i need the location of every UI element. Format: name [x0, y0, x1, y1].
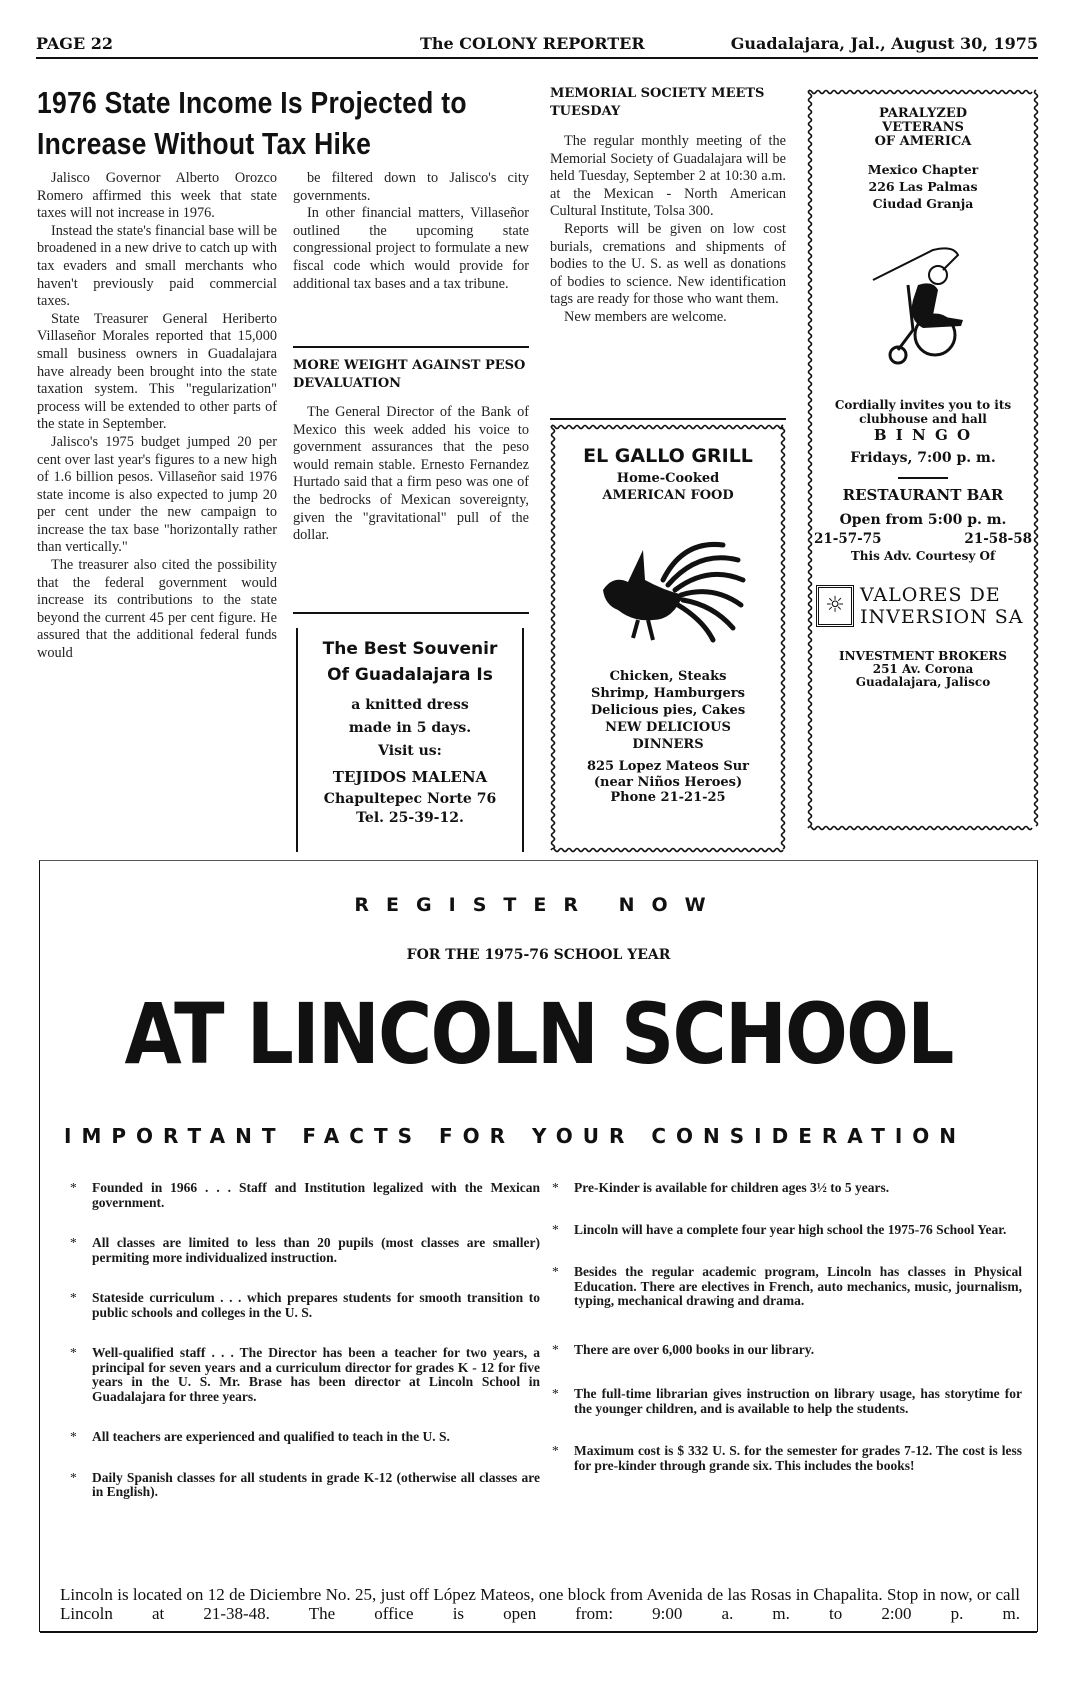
- ad-bottom-rule: [40, 1631, 1037, 1633]
- title-line: OF AMERICA: [874, 134, 972, 149]
- fact-item: [70, 1346, 540, 1404]
- wavy-border: [551, 425, 785, 852]
- paragraph: be filtered down to Jalisco's city governments.: [293, 170, 529, 204]
- fact-text: Pre-Kinder is available for children ages 3½ to 5 years.: [574, 1180, 890, 1195]
- bingo-label: B I N G O: [873, 426, 973, 444]
- paragraph: The treasurer also cited the possibility that the federal government would increase its contributions to the state beyond the current 45 per cent figure. He assured that the additional federal funds would: [37, 557, 277, 662]
- facts-right: [552, 1181, 1022, 1473]
- restaurant-address: 825 Lopez Mateos Sur: [586, 759, 750, 774]
- souvenir-ad-line4: made in 5 days.: [348, 720, 472, 736]
- logo-line2: INVERSION SA: [860, 605, 1024, 628]
- restaurant-tagline: Home-Cooked: [616, 471, 720, 486]
- fact-item: [552, 1343, 1022, 1358]
- restaurant-name: EL GALLO GRILL: [583, 445, 753, 467]
- bullet-star-icon: *: [70, 1180, 77, 1195]
- sponsor-line: INVESTMENT BROKERS: [839, 648, 1007, 663]
- paragraph: In other financial matters, Villaseñor outlined the upcoming state congressional project to formulate a new fiscal code which would provide for additional tax bases and a tax tribune.: [293, 205, 529, 292]
- fact-text: Well-qualified staff . . . The Director has been a teacher for two years, a principal for seven years and a curriculum director for grades K - 12 for five years in the U. S. Mr. Brase has been director at Lincoln School in Guadalajara for three years.: [92, 1345, 540, 1404]
- paragraph: The General Director of the Bank of Mexico this week added his voice to government assurances that the peso would remain stable. Ernesto Fernandez Hurtado said that a firm peso was one of the bedrocks of Mexican sovereignty, given the "gravitational" pull of the dollar.: [293, 404, 529, 544]
- register-now: REGISTER NOW: [354, 894, 723, 916]
- bullet-star-icon: *: [552, 1341, 559, 1357]
- title-line: PARALYZED: [878, 106, 968, 121]
- paragraph: Jalisco Governor Alberto Orozco Romero affirmed this week that state taxes will not increase in 1976.: [37, 170, 277, 222]
- courtesy-label: This Adv. Courtesy Of: [850, 548, 996, 563]
- lincoln-title: AT LINCOLN SCHOOL: [124, 985, 953, 1083]
- restaurant-tagline-2: AMERICAN FOOD: [602, 488, 734, 503]
- fact-item: [70, 1291, 540, 1320]
- paragraph: State Treasurer General Heriberto Villaseñor Morales reported that 15,000 small business owners in Guadalajara have already been brought into the state taxation system. This "regularization" process will be extended to other parts of the state in September.: [37, 310, 277, 433]
- fact-text: There are over 6,000 books in our library.: [574, 1341, 815, 1357]
- souvenir-ad-address: Chapultepec Norte 76: [323, 791, 497, 807]
- lincoln-footer: Lincoln is located on 12 de Diciembre No. 25, just off López Mateos, one block from Avenida de las Rosas in Chapalita. Stop in now, or call Lincoln at 21-38-48. The office is open from: 9:00 a. m. to 2:00 p. m.: [60, 1585, 1020, 1623]
- fact-text: Founded in 1966 . . . Staff and Institution legalized with the Mexican government.: [92, 1180, 540, 1210]
- bullet-star-icon: *: [70, 1469, 77, 1485]
- chapter-line: Mexico Chapter: [867, 162, 979, 177]
- chapter-line: Ciudad Granja: [872, 196, 974, 211]
- fact-text: The full-time librarian gives instruction on library usage, has storytime for the younger children, and is available to help the students.: [574, 1386, 1022, 1416]
- fact-text: Daily Spanish classes for all students in grade K-12 (otherwise all classes are in English).: [92, 1469, 540, 1499]
- logo-emblem-icon: ☼: [816, 585, 854, 627]
- bullet-star-icon: *: [552, 1264, 559, 1279]
- memorial-article-body: [550, 133, 786, 327]
- invite-line: Cordially invites you to its: [834, 398, 1012, 412]
- lead-article-col2: [293, 170, 529, 293]
- bullet-star-icon: *: [552, 1386, 559, 1401]
- souvenir-ad-line1: The Best Souvenir: [322, 639, 498, 659]
- school-year: FOR THE 1975-76 SCHOOL YEAR: [406, 947, 671, 963]
- bullet-star-icon: *: [552, 1221, 559, 1237]
- fact-item: [552, 1265, 1022, 1309]
- fact-text: Stateside curriculum . . . which prepares students for smooth transition to public schools and colleges in the U. S.: [92, 1290, 540, 1320]
- fact-item: [552, 1181, 1022, 1196]
- wavy-border: [808, 90, 1038, 830]
- souvenir-ad-line3: a knitted dress: [351, 697, 469, 713]
- fact-text: All classes are limited to less than 20 pupils (most classes are smaller) permiting more individualized instruction.: [92, 1235, 540, 1265]
- bullet-star-icon: *: [70, 1429, 77, 1444]
- masthead-rule: [36, 57, 1038, 59]
- peso-headline: MORE WEIGHT AGAINST PESO DEVALUATION: [293, 358, 526, 391]
- souvenir-ad-shop: TEJIDOS MALENA: [332, 768, 488, 786]
- dateline: Guadalajara, Jal., August 30, 1975: [730, 34, 1038, 53]
- fact-item: [70, 1181, 540, 1210]
- fact-item: [70, 1430, 540, 1445]
- sponsor-line: Guadalajara, Jalisco: [855, 674, 991, 689]
- paralyzed-veterans-ad: [808, 90, 1038, 830]
- menu-line: DINNERS: [632, 737, 704, 752]
- paragraph: Reports will be given on low cost burials, cremations and shipments of bodies to the U. S. as well as donations of bodies to science. New identification tags are ready for those who want them.: [550, 220, 786, 308]
- paragraph: The regular monthly meeting of the Memorial Society of Guadalajara will be held Tuesday, September 2 at 10:30 a.m. at the Mexican - North American Cultural Institute, Tolsa 300.: [550, 133, 786, 220]
- peso-article-body: [293, 404, 529, 545]
- souvenir-ad: [296, 628, 524, 852]
- facts-left: [70, 1181, 540, 1500]
- menu-line: Shrimp, Hamburgers: [591, 686, 745, 701]
- fact-text: All teachers are experienced and qualified to teach in the U. S.: [92, 1429, 450, 1444]
- souvenir-ad-line2: Of Guadalajara Is: [327, 665, 493, 685]
- souvenir-ad-phone: Tel. 25-39-12.: [356, 810, 464, 826]
- bingo-time: Fridays, 7:00 p. m.: [850, 450, 996, 466]
- lead-article-col1: [37, 170, 277, 663]
- restaurant-bar-label: RESTAURANT BAR: [842, 485, 1004, 504]
- lead-headline: 1976 State Income Is Projected to Increase Without Tax Hike: [37, 85, 467, 161]
- column-rule: [550, 418, 786, 420]
- bullet-star-icon: *: [70, 1235, 77, 1250]
- facts-heading: IMPORTANT FACTS FOR YOUR CONSIDERATION: [64, 1124, 967, 1148]
- menu-line: Chicken, Steaks: [609, 669, 727, 684]
- column-rule: [293, 612, 529, 614]
- paragraph: Jalisco's 1975 budget jumped 20 per cent over last year's figures to a new high of 1.6 billion pesos. Villaseñor said 1976 state income is also expected to jump 20 per cent under the new campaign to increase the tax base "horizontally rather than vertically.": [37, 433, 277, 556]
- paragraph: Instead the state's financial base will be broadened in a new drive to catch up with tax evaders and small merchants who haven't previously paid commercial taxes.: [37, 222, 277, 310]
- menu-line: NEW DELICIOUS: [605, 720, 731, 735]
- phone-1: 21-57-75: [814, 530, 882, 547]
- column-rule: [293, 346, 529, 348]
- fact-item: [552, 1223, 1022, 1238]
- bullet-star-icon: *: [70, 1345, 77, 1360]
- lincoln-school-ad: [39, 860, 1038, 1632]
- sponsor-line: 251 Av. Corona: [872, 661, 974, 676]
- fact-text: Besides the regular academic program, Lincoln has classes in Physical Education. There are electives in French, auto mechanics, music, journalism, typing, mechanical drawing and drama.: [574, 1264, 1022, 1308]
- fact-item: [552, 1444, 1022, 1473]
- fact-text: Maximum cost is $ 332 U. S. for the semester for grades 7-12. The cost is less for pre-kinder through grande six. This includes the books!: [574, 1443, 1022, 1473]
- el-gallo-grill-ad: [551, 425, 785, 852]
- bullet-star-icon: *: [552, 1443, 559, 1458]
- invite-line: clubhouse and hall: [859, 412, 987, 426]
- title-line: VETERANS: [882, 120, 964, 135]
- fact-item: [552, 1387, 1022, 1416]
- souvenir-ad-line5: Visit us:: [378, 743, 442, 759]
- restaurant-landmark: (near Niños Heroes): [593, 775, 743, 790]
- paragraph: New members are welcome.: [564, 308, 727, 325]
- fact-item: [70, 1471, 540, 1500]
- newspaper-name: The COLONY REPORTER: [420, 34, 645, 53]
- bullet-star-icon: *: [70, 1290, 77, 1305]
- restaurant-phone: Phone 21-21-25: [610, 790, 726, 805]
- logo-line1: VALORES DE: [860, 583, 1001, 606]
- menu-line: Delicious pies, Cakes: [590, 703, 746, 718]
- page-number: PAGE 22: [36, 34, 113, 53]
- chapter-line: 226 Las Palmas: [868, 179, 978, 194]
- bullet-star-icon: *: [552, 1180, 559, 1195]
- phone-2: 21-58-58: [964, 530, 1032, 547]
- fact-text: Lincoln will have a complete four year high school the 1975-76 School Year.: [574, 1221, 1007, 1237]
- memorial-headline: MEMORIAL SOCIETY MEETS TUESDAY: [550, 86, 765, 119]
- bar-hours: Open from 5:00 p. m.: [839, 511, 1007, 528]
- fact-item: [70, 1236, 540, 1265]
